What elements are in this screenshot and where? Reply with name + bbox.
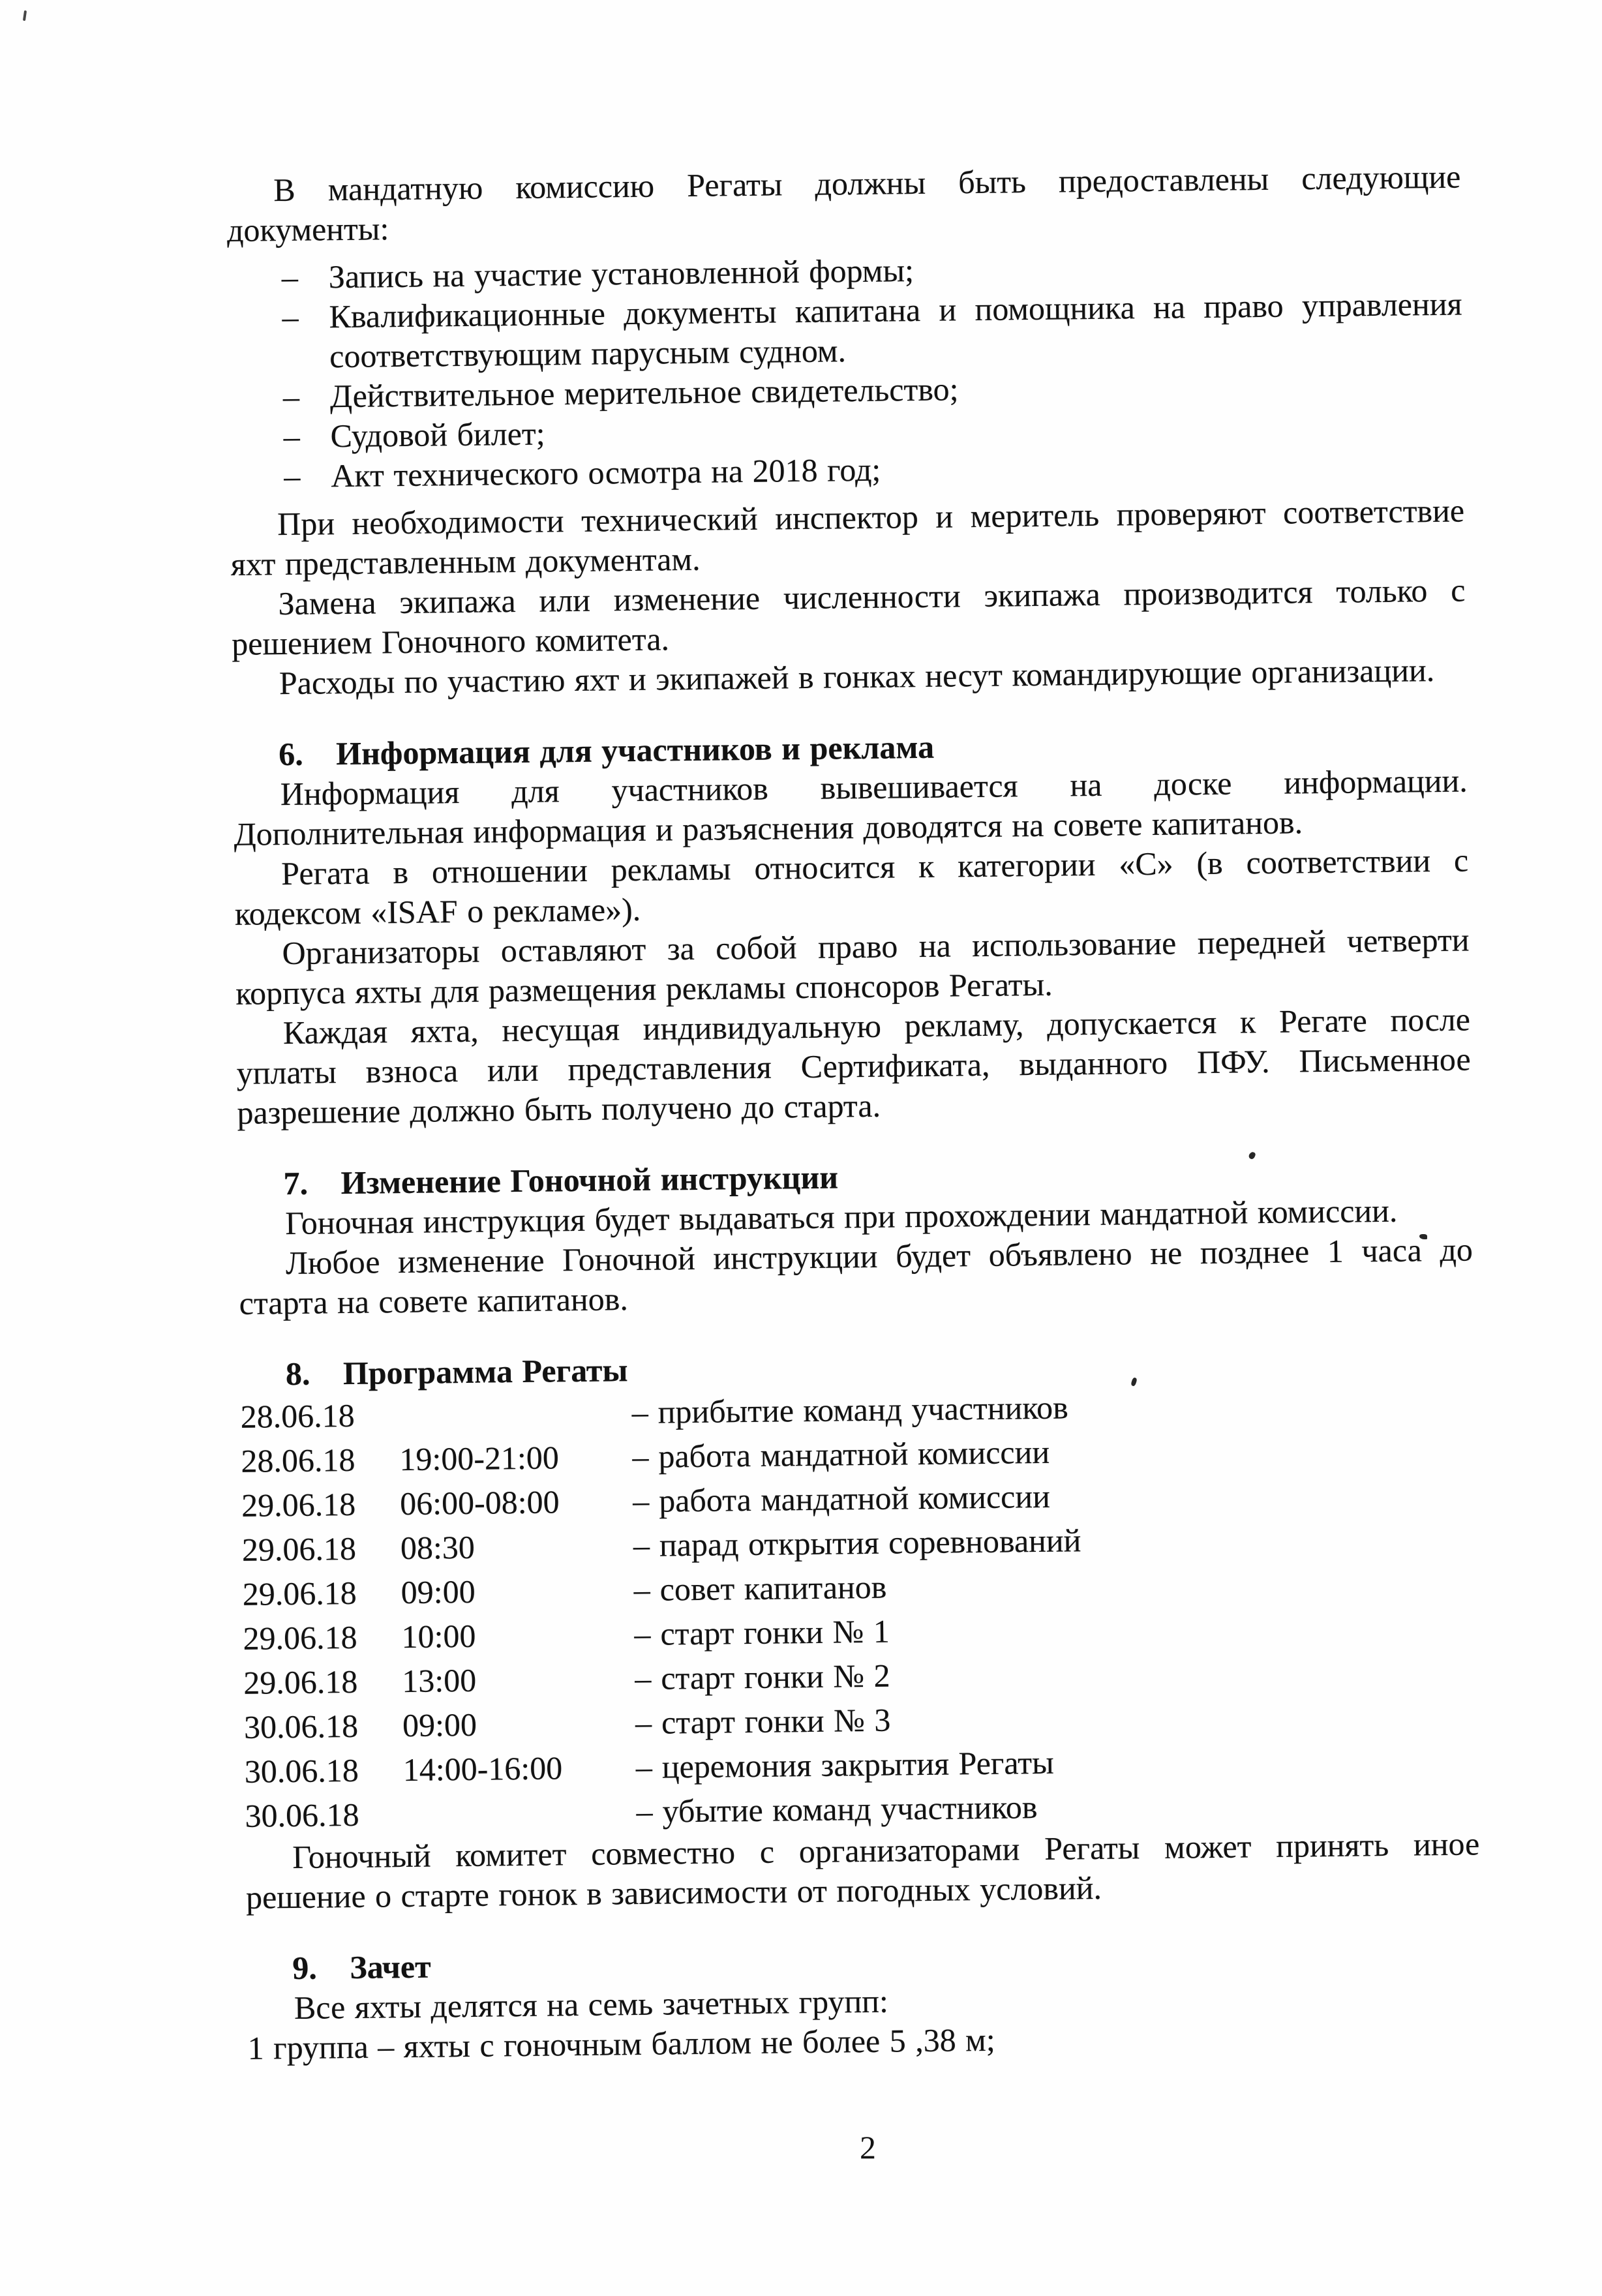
text-line: Организаторы оставляют за собой право на использование передней четверти bbox=[282, 921, 1470, 972]
text-line: Гоночная инструкция будет выдаваться при прохождении мандатной комиссии. bbox=[284, 1192, 1398, 1242]
section-6-paragraphs bbox=[234, 761, 1472, 1132]
text-line: документы: bbox=[226, 210, 389, 249]
schedule-date: 30.06.18 bbox=[243, 1707, 359, 1745]
paragraph bbox=[239, 1230, 1474, 1323]
text-line: Информация для участников вывешивается на доске информации. bbox=[280, 762, 1468, 813]
schedule-event: – парад открытия соревнований bbox=[633, 1513, 1477, 1567]
intro-lead-paragraph bbox=[226, 157, 1461, 250]
schedule-date: 30.06.18 bbox=[245, 1796, 359, 1834]
intro-paragraphs bbox=[230, 491, 1466, 704]
section-title: Зачет bbox=[349, 1948, 431, 1986]
text-line: Каждая яхта, несущая индивидуальную рекламу, допускается к Регате после bbox=[282, 1001, 1471, 1051]
schedule-date: 30.06.18 bbox=[244, 1751, 359, 1790]
section-title: Изменение Гоночной инструкции bbox=[340, 1158, 839, 1201]
text-line: кодексом «ISAF о рекламе»). bbox=[234, 890, 641, 932]
schedule-event: – старт гонки № 3 bbox=[635, 1691, 1479, 1745]
section-number: 7. bbox=[283, 1164, 309, 1202]
schedule-time: 09:00 bbox=[402, 1706, 477, 1744]
text-line: Дополнительная информация и разъяснения доводятся на совете капитанов. bbox=[234, 804, 1303, 853]
schedule-event: – совет капитанов bbox=[633, 1558, 1477, 1612]
schedule-date: 28.06.18 bbox=[240, 1397, 355, 1435]
text-line: В мандатную комиссию Регаты должны быть предоставлены следующие bbox=[273, 158, 1461, 209]
schedule-event: – работа мандатной комиссии bbox=[633, 1469, 1476, 1523]
text-line: – Акт технического осмотра на 2018 год; bbox=[330, 451, 881, 494]
text-line: Расходы по участию яхт и экипажей в гонках несут командирующие организации. bbox=[279, 652, 1435, 702]
text-line: разрешение должно быть получено до старта. bbox=[237, 1087, 881, 1131]
schedule-time: 10:00 bbox=[401, 1617, 476, 1655]
required-documents-list bbox=[228, 245, 1464, 497]
section-title: Информация для участников и реклама bbox=[335, 728, 935, 772]
schedule-time: 19:00-21:00 bbox=[399, 1439, 560, 1478]
regatta-schedule bbox=[240, 1380, 1479, 1837]
paragraph bbox=[235, 920, 1470, 1013]
document-content bbox=[226, 157, 1482, 2068]
list-item bbox=[329, 284, 1462, 377]
schedule-time: 08:30 bbox=[400, 1528, 476, 1567]
paragraph bbox=[230, 491, 1465, 584]
text-line: соответствующим парусным судном. bbox=[329, 332, 847, 375]
text-line: Гоночный комитет совместно с организаторами Регаты может принять иное bbox=[292, 1825, 1480, 1876]
text-line: старта на совете капитанов. bbox=[239, 1280, 629, 1322]
section-7-paragraphs bbox=[238, 1190, 1474, 1323]
text-line: – Судовой билет; bbox=[330, 415, 545, 455]
schedule-date: 28.06.18 bbox=[241, 1441, 355, 1479]
scan-artifact bbox=[23, 10, 27, 21]
section-title: Программа Регаты bbox=[342, 1352, 628, 1392]
text-line: Замена экипажа или изменение численности экипажа производится только с bbox=[278, 571, 1466, 622]
paragraph bbox=[236, 999, 1472, 1132]
text-line: 1 группа – яхты с гоночным баллом не более 5 ,38 м; bbox=[247, 2021, 995, 2066]
schedule-time: 06:00-08:00 bbox=[399, 1483, 560, 1522]
text-line: корпуса яхты для размещения рекламы спонсоров Регаты. bbox=[235, 965, 1053, 1012]
schedule-time: 09:00 bbox=[400, 1573, 476, 1611]
text-line: – Действительное мерительное свидетельство; bbox=[329, 370, 959, 415]
text-line: решение о старте гонок в зависимости от погодных условий. bbox=[245, 1869, 1102, 1916]
paragraph bbox=[231, 570, 1466, 663]
text-line: – Квалификационные документы капитана и помощника на право управления bbox=[329, 285, 1462, 335]
text-line: уплаты взноса или представления Сертификата, выданного ПФУ. Письменное bbox=[236, 1040, 1471, 1091]
paragraph bbox=[245, 1824, 1480, 1917]
section-number: 6. bbox=[278, 735, 303, 773]
paragraph bbox=[234, 840, 1469, 933]
schedule-date: 29.06.18 bbox=[242, 1574, 357, 1612]
schedule-time bbox=[403, 1789, 637, 1836]
schedule-date: 29.06.18 bbox=[241, 1485, 356, 1524]
text-line: Все яхты делятся на семь зачетных групп: bbox=[294, 1982, 889, 2027]
section-6 bbox=[233, 721, 1472, 1132]
paragraph bbox=[234, 761, 1468, 854]
schedule-event: – старт гонки № 2 bbox=[635, 1646, 1478, 1700]
schedule-event: – старт гонки № 1 bbox=[634, 1602, 1477, 1656]
schedule-date: 29.06.18 bbox=[241, 1530, 357, 1568]
text-line: решением Гоночного комитета. bbox=[231, 620, 670, 662]
section-7 bbox=[237, 1150, 1474, 1323]
section-number: 9. bbox=[292, 1949, 318, 1987]
schedule-event: – работа мандатной комиссии bbox=[632, 1425, 1475, 1479]
schedule-time bbox=[399, 1390, 632, 1437]
text-line: – Запись на участие установленной формы; bbox=[328, 252, 914, 295]
section-8-paragraphs bbox=[245, 1824, 1480, 1917]
section-9 bbox=[247, 1935, 1482, 2068]
schedule-time: 14:00-16:00 bbox=[402, 1749, 563, 1789]
section-8 bbox=[240, 1340, 1481, 1917]
schedule-event: – церемония закрытия Регаты bbox=[635, 1735, 1479, 1789]
schedule-date: 29.06.18 bbox=[243, 1618, 357, 1657]
schedule-time: 13:00 bbox=[401, 1661, 477, 1700]
text-line: Регата в отношении рекламы относится к категории «С» (в соответствии с bbox=[280, 841, 1469, 892]
schedule-event: – прибытие команд участников bbox=[631, 1380, 1475, 1434]
page-number: 2 bbox=[860, 2129, 876, 2166]
text-line: яхт представленным документам. bbox=[230, 540, 701, 582]
text-line: Любое изменение Гоночной инструкции будет объявлено не позднее 1 часа до bbox=[285, 1231, 1474, 1282]
schedule-event: – убытие команд участников bbox=[636, 1779, 1479, 1834]
schedule-date: 29.06.18 bbox=[243, 1663, 358, 1701]
text-line: При необходимости технический инспектор и меритель проверяют соответствие bbox=[277, 492, 1465, 543]
section-number: 8. bbox=[285, 1355, 310, 1393]
